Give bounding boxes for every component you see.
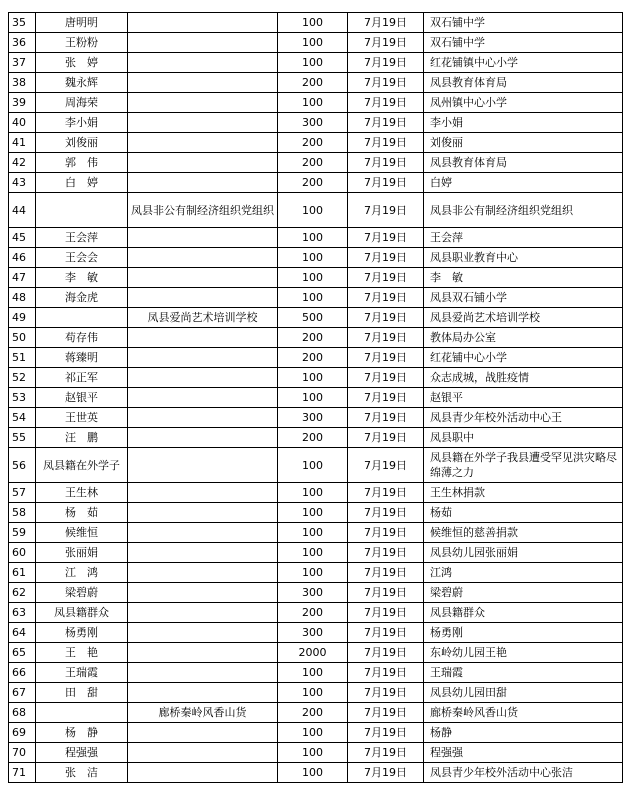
date-cell: 7月19日 bbox=[348, 703, 424, 723]
date-cell: 7月19日 bbox=[348, 663, 424, 683]
row-number-cell: 47 bbox=[9, 268, 36, 288]
organization-cell bbox=[128, 428, 278, 448]
table-row bbox=[9, 133, 623, 153]
amount-cell: 100 bbox=[278, 723, 348, 743]
note-cell: 王生林捐款 bbox=[424, 483, 623, 503]
table-row bbox=[9, 53, 623, 73]
table-row bbox=[9, 563, 623, 583]
date-cell: 7月19日 bbox=[348, 348, 424, 368]
date-cell: 7月19日 bbox=[348, 683, 424, 703]
note-cell: 双石铺中学 bbox=[424, 33, 623, 53]
organization-cell bbox=[128, 268, 278, 288]
table-row bbox=[9, 623, 623, 643]
row-number-cell: 65 bbox=[9, 643, 36, 663]
amount-cell: 100 bbox=[278, 763, 348, 783]
note-cell: 凤县幼儿园田甜 bbox=[424, 683, 623, 703]
organization-cell bbox=[128, 13, 278, 33]
date-cell: 7月19日 bbox=[348, 53, 424, 73]
row-number-cell: 70 bbox=[9, 743, 36, 763]
donor-name-cell bbox=[36, 193, 128, 228]
donor-name-cell: 王生林 bbox=[36, 483, 128, 503]
table-row bbox=[9, 13, 623, 33]
amount-cell: 100 bbox=[278, 268, 348, 288]
note-cell: 凤州镇中心小学 bbox=[424, 93, 623, 113]
note-cell: 双石铺中学 bbox=[424, 13, 623, 33]
table-row bbox=[9, 408, 623, 428]
date-cell: 7月19日 bbox=[348, 328, 424, 348]
organization-cell bbox=[128, 603, 278, 623]
date-cell: 7月19日 bbox=[348, 248, 424, 268]
date-cell: 7月19日 bbox=[348, 743, 424, 763]
row-number-cell: 51 bbox=[9, 348, 36, 368]
row-number-cell: 57 bbox=[9, 483, 36, 503]
organization-cell bbox=[128, 623, 278, 643]
amount-cell: 100 bbox=[278, 93, 348, 113]
table-row bbox=[9, 308, 623, 328]
organization-cell bbox=[128, 173, 278, 193]
table-row bbox=[9, 73, 623, 93]
organization-cell bbox=[128, 663, 278, 683]
amount-cell: 100 bbox=[278, 33, 348, 53]
organization-cell bbox=[128, 53, 278, 73]
row-number-cell: 66 bbox=[9, 663, 36, 683]
date-cell: 7月19日 bbox=[348, 448, 424, 483]
donor-name-cell: 王粉粉 bbox=[36, 33, 128, 53]
amount-cell: 200 bbox=[278, 133, 348, 153]
table-row bbox=[9, 173, 623, 193]
table-row bbox=[9, 193, 623, 228]
date-cell: 7月19日 bbox=[348, 428, 424, 448]
note-cell: 江鸿 bbox=[424, 563, 623, 583]
date-cell: 7月19日 bbox=[348, 153, 424, 173]
organization-cell bbox=[128, 483, 278, 503]
note-cell: 凤县非公有制经济组织党组织 bbox=[424, 193, 623, 228]
organization-cell: 凤县爱尚艺术培训学校 bbox=[128, 308, 278, 328]
date-cell: 7月19日 bbox=[348, 603, 424, 623]
row-number-cell: 56 bbox=[9, 448, 36, 483]
donor-name-cell: 王会会 bbox=[36, 248, 128, 268]
table-row bbox=[9, 388, 623, 408]
amount-cell: 100 bbox=[278, 228, 348, 248]
note-cell: 红花铺镇中心小学 bbox=[424, 53, 623, 73]
amount-cell: 200 bbox=[278, 428, 348, 448]
date-cell: 7月19日 bbox=[348, 13, 424, 33]
note-cell: 凤县双石铺小学 bbox=[424, 288, 623, 308]
note-cell: 杨勇刚 bbox=[424, 623, 623, 643]
date-cell: 7月19日 bbox=[348, 308, 424, 328]
table-row bbox=[9, 33, 623, 53]
table-row bbox=[9, 723, 623, 743]
organization-cell bbox=[128, 153, 278, 173]
note-cell: 候维恒的慈善捐款 bbox=[424, 523, 623, 543]
organization-cell: 凤县非公有制经济组织党组织 bbox=[128, 193, 278, 228]
donor-name-cell: 张 婷 bbox=[36, 53, 128, 73]
date-cell: 7月19日 bbox=[348, 543, 424, 563]
table-row bbox=[9, 448, 623, 483]
donor-name-cell bbox=[36, 308, 128, 328]
amount-cell: 100 bbox=[278, 523, 348, 543]
organization-cell bbox=[128, 348, 278, 368]
table-row bbox=[9, 248, 623, 268]
table-row bbox=[9, 503, 623, 523]
note-cell: 刘俊丽 bbox=[424, 133, 623, 153]
amount-cell: 100 bbox=[278, 288, 348, 308]
amount-cell: 100 bbox=[278, 663, 348, 683]
note-cell: 凤县教育体育局 bbox=[424, 153, 623, 173]
note-cell: 凤县教育体育局 bbox=[424, 73, 623, 93]
organization-cell bbox=[128, 93, 278, 113]
date-cell: 7月19日 bbox=[348, 723, 424, 743]
donor-name-cell: 魏永辉 bbox=[36, 73, 128, 93]
amount-cell: 200 bbox=[278, 153, 348, 173]
row-number-cell: 61 bbox=[9, 563, 36, 583]
donor-name-cell: 周海荣 bbox=[36, 93, 128, 113]
date-cell: 7月19日 bbox=[348, 388, 424, 408]
donor-name-cell: 海金虎 bbox=[36, 288, 128, 308]
row-number-cell: 50 bbox=[9, 328, 36, 348]
donor-name-cell: 程强强 bbox=[36, 743, 128, 763]
amount-cell: 100 bbox=[278, 388, 348, 408]
donor-name-cell: 白 婷 bbox=[36, 173, 128, 193]
note-cell: 梁碧蔚 bbox=[424, 583, 623, 603]
amount-cell: 200 bbox=[278, 603, 348, 623]
row-number-cell: 63 bbox=[9, 603, 36, 623]
organization-cell: 廊桥秦岭风香山货 bbox=[128, 703, 278, 723]
note-cell: 杨静 bbox=[424, 723, 623, 743]
donor-name-cell: 张 洁 bbox=[36, 763, 128, 783]
row-number-cell: 44 bbox=[9, 193, 36, 228]
amount-cell: 100 bbox=[278, 368, 348, 388]
amount-cell: 300 bbox=[278, 408, 348, 428]
date-cell: 7月19日 bbox=[348, 583, 424, 603]
row-number-cell: 58 bbox=[9, 503, 36, 523]
row-number-cell: 60 bbox=[9, 543, 36, 563]
amount-cell: 500 bbox=[278, 308, 348, 328]
table-row bbox=[9, 483, 623, 503]
date-cell: 7月19日 bbox=[348, 33, 424, 53]
organization-cell bbox=[128, 228, 278, 248]
amount-cell: 100 bbox=[278, 13, 348, 33]
donor-name-cell: 王会萍 bbox=[36, 228, 128, 248]
donor-name-cell: 蒋臻明 bbox=[36, 348, 128, 368]
row-number-cell: 37 bbox=[9, 53, 36, 73]
date-cell: 7月19日 bbox=[348, 763, 424, 783]
organization-cell bbox=[128, 583, 278, 603]
table-row bbox=[9, 93, 623, 113]
amount-cell: 100 bbox=[278, 543, 348, 563]
donor-name-cell: 田 甜 bbox=[36, 683, 128, 703]
row-number-cell: 52 bbox=[9, 368, 36, 388]
row-number-cell: 54 bbox=[9, 408, 36, 428]
donor-name-cell: 王瑞霞 bbox=[36, 663, 128, 683]
date-cell: 7月19日 bbox=[348, 193, 424, 228]
organization-cell bbox=[128, 248, 278, 268]
date-cell: 7月19日 bbox=[348, 368, 424, 388]
note-cell: 凤县青少年校外活动中心张洁 bbox=[424, 763, 623, 783]
amount-cell: 200 bbox=[278, 73, 348, 93]
table-row bbox=[9, 228, 623, 248]
organization-cell bbox=[128, 763, 278, 783]
row-number-cell: 48 bbox=[9, 288, 36, 308]
organization-cell bbox=[128, 288, 278, 308]
donor-name-cell: 凤县籍群众 bbox=[36, 603, 128, 623]
amount-cell: 200 bbox=[278, 703, 348, 723]
donor-name-cell: 杨 茹 bbox=[36, 503, 128, 523]
table-row bbox=[9, 703, 623, 723]
organization-cell bbox=[128, 73, 278, 93]
organization-cell bbox=[128, 543, 278, 563]
table-row bbox=[9, 368, 623, 388]
date-cell: 7月19日 bbox=[348, 93, 424, 113]
note-cell: 凤县青少年校外活动中心王 bbox=[424, 408, 623, 428]
row-number-cell: 36 bbox=[9, 33, 36, 53]
row-number-cell: 43 bbox=[9, 173, 36, 193]
organization-cell bbox=[128, 368, 278, 388]
donor-name-cell: 汪 鹏 bbox=[36, 428, 128, 448]
note-cell: 凤县籍在外学子我县遭受罕见洪灾略尽绵薄之力 bbox=[424, 448, 623, 483]
date-cell: 7月19日 bbox=[348, 268, 424, 288]
row-number-cell: 39 bbox=[9, 93, 36, 113]
table-row bbox=[9, 743, 623, 763]
donor-name-cell: 杨勇刚 bbox=[36, 623, 128, 643]
organization-cell bbox=[128, 33, 278, 53]
row-number-cell: 55 bbox=[9, 428, 36, 448]
organization-cell bbox=[128, 133, 278, 153]
donor-name-cell: 赵银平 bbox=[36, 388, 128, 408]
table-row bbox=[9, 683, 623, 703]
donation-table bbox=[8, 12, 623, 783]
table-row bbox=[9, 543, 623, 563]
organization-cell bbox=[128, 563, 278, 583]
date-cell: 7月19日 bbox=[348, 523, 424, 543]
date-cell: 7月19日 bbox=[348, 483, 424, 503]
donor-name-cell: 苟存伟 bbox=[36, 328, 128, 348]
donor-name-cell: 杨 静 bbox=[36, 723, 128, 743]
table-row bbox=[9, 763, 623, 783]
note-cell: 廊桥秦岭风香山货 bbox=[424, 703, 623, 723]
table-row bbox=[9, 428, 623, 448]
organization-cell bbox=[128, 448, 278, 483]
amount-cell: 2000 bbox=[278, 643, 348, 663]
row-number-cell: 41 bbox=[9, 133, 36, 153]
donor-name-cell: 梁碧蔚 bbox=[36, 583, 128, 603]
donor-name-cell: 刘俊丽 bbox=[36, 133, 128, 153]
organization-cell bbox=[128, 328, 278, 348]
donor-name-cell: 凤县籍在外学子 bbox=[36, 448, 128, 483]
donor-name-cell: 王 艳 bbox=[36, 643, 128, 663]
table-row bbox=[9, 603, 623, 623]
date-cell: 7月19日 bbox=[348, 408, 424, 428]
donor-name-cell bbox=[36, 703, 128, 723]
amount-cell: 100 bbox=[278, 448, 348, 483]
amount-cell: 100 bbox=[278, 683, 348, 703]
amount-cell: 100 bbox=[278, 248, 348, 268]
date-cell: 7月19日 bbox=[348, 288, 424, 308]
note-cell: 凤县幼儿园张丽娟 bbox=[424, 543, 623, 563]
amount-cell: 200 bbox=[278, 328, 348, 348]
organization-cell bbox=[128, 408, 278, 428]
amount-cell: 300 bbox=[278, 623, 348, 643]
amount-cell: 100 bbox=[278, 483, 348, 503]
note-cell: 李 敏 bbox=[424, 268, 623, 288]
note-cell: 李小娟 bbox=[424, 113, 623, 133]
note-cell: 程强强 bbox=[424, 743, 623, 763]
table-row bbox=[9, 288, 623, 308]
date-cell: 7月19日 bbox=[348, 563, 424, 583]
note-cell: 王瑞霞 bbox=[424, 663, 623, 683]
note-cell: 教体局办公室 bbox=[424, 328, 623, 348]
table-row bbox=[9, 268, 623, 288]
donation-table-body bbox=[9, 13, 623, 783]
row-number-cell: 42 bbox=[9, 153, 36, 173]
donor-name-cell: 张丽娟 bbox=[36, 543, 128, 563]
donor-name-cell: 江 鸿 bbox=[36, 563, 128, 583]
donor-name-cell: 李小娟 bbox=[36, 113, 128, 133]
row-number-cell: 35 bbox=[9, 13, 36, 33]
note-cell: 凤县籍群众 bbox=[424, 603, 623, 623]
row-number-cell: 46 bbox=[9, 248, 36, 268]
amount-cell: 200 bbox=[278, 173, 348, 193]
date-cell: 7月19日 bbox=[348, 643, 424, 663]
row-number-cell: 53 bbox=[9, 388, 36, 408]
organization-cell bbox=[128, 683, 278, 703]
table-row bbox=[9, 523, 623, 543]
donor-name-cell: 郭 伟 bbox=[36, 153, 128, 173]
donor-name-cell: 候维恒 bbox=[36, 523, 128, 543]
organization-cell bbox=[128, 723, 278, 743]
note-cell: 杨茹 bbox=[424, 503, 623, 523]
date-cell: 7月19日 bbox=[348, 73, 424, 93]
note-cell: 众志成城，战胜疫情 bbox=[424, 368, 623, 388]
date-cell: 7月19日 bbox=[348, 623, 424, 643]
organization-cell bbox=[128, 113, 278, 133]
table-row bbox=[9, 113, 623, 133]
row-number-cell: 49 bbox=[9, 308, 36, 328]
date-cell: 7月19日 bbox=[348, 503, 424, 523]
row-number-cell: 38 bbox=[9, 73, 36, 93]
amount-cell: 100 bbox=[278, 503, 348, 523]
donor-name-cell: 王世英 bbox=[36, 408, 128, 428]
amount-cell: 100 bbox=[278, 563, 348, 583]
date-cell: 7月19日 bbox=[348, 228, 424, 248]
row-number-cell: 68 bbox=[9, 703, 36, 723]
table-row bbox=[9, 348, 623, 368]
row-number-cell: 71 bbox=[9, 763, 36, 783]
amount-cell: 100 bbox=[278, 53, 348, 73]
table-row bbox=[9, 583, 623, 603]
note-cell: 白婷 bbox=[424, 173, 623, 193]
note-cell: 凤县职业教育中心 bbox=[424, 248, 623, 268]
date-cell: 7月19日 bbox=[348, 113, 424, 133]
note-cell: 凤县职中 bbox=[424, 428, 623, 448]
note-cell: 凤县爱尚艺术培训学校 bbox=[424, 308, 623, 328]
row-number-cell: 69 bbox=[9, 723, 36, 743]
row-number-cell: 45 bbox=[9, 228, 36, 248]
row-number-cell: 62 bbox=[9, 583, 36, 603]
amount-cell: 100 bbox=[278, 743, 348, 763]
note-cell: 红花铺中心小学 bbox=[424, 348, 623, 368]
date-cell: 7月19日 bbox=[348, 173, 424, 193]
row-number-cell: 59 bbox=[9, 523, 36, 543]
date-cell: 7月19日 bbox=[348, 133, 424, 153]
donor-name-cell: 祁正军 bbox=[36, 368, 128, 388]
table-row bbox=[9, 643, 623, 663]
donor-name-cell: 李 敏 bbox=[36, 268, 128, 288]
note-cell: 东岭幼儿园王艳 bbox=[424, 643, 623, 663]
amount-cell: 300 bbox=[278, 113, 348, 133]
organization-cell bbox=[128, 523, 278, 543]
table-row bbox=[9, 663, 623, 683]
note-cell: 王会萍 bbox=[424, 228, 623, 248]
row-number-cell: 40 bbox=[9, 113, 36, 133]
organization-cell bbox=[128, 743, 278, 763]
organization-cell bbox=[128, 388, 278, 408]
amount-cell: 100 bbox=[278, 193, 348, 228]
organization-cell bbox=[128, 643, 278, 663]
amount-cell: 200 bbox=[278, 348, 348, 368]
donor-name-cell: 唐明明 bbox=[36, 13, 128, 33]
row-number-cell: 64 bbox=[9, 623, 36, 643]
row-number-cell: 67 bbox=[9, 683, 36, 703]
amount-cell: 300 bbox=[278, 583, 348, 603]
table-row bbox=[9, 153, 623, 173]
organization-cell bbox=[128, 503, 278, 523]
table-row bbox=[9, 328, 623, 348]
note-cell: 赵银平 bbox=[424, 388, 623, 408]
